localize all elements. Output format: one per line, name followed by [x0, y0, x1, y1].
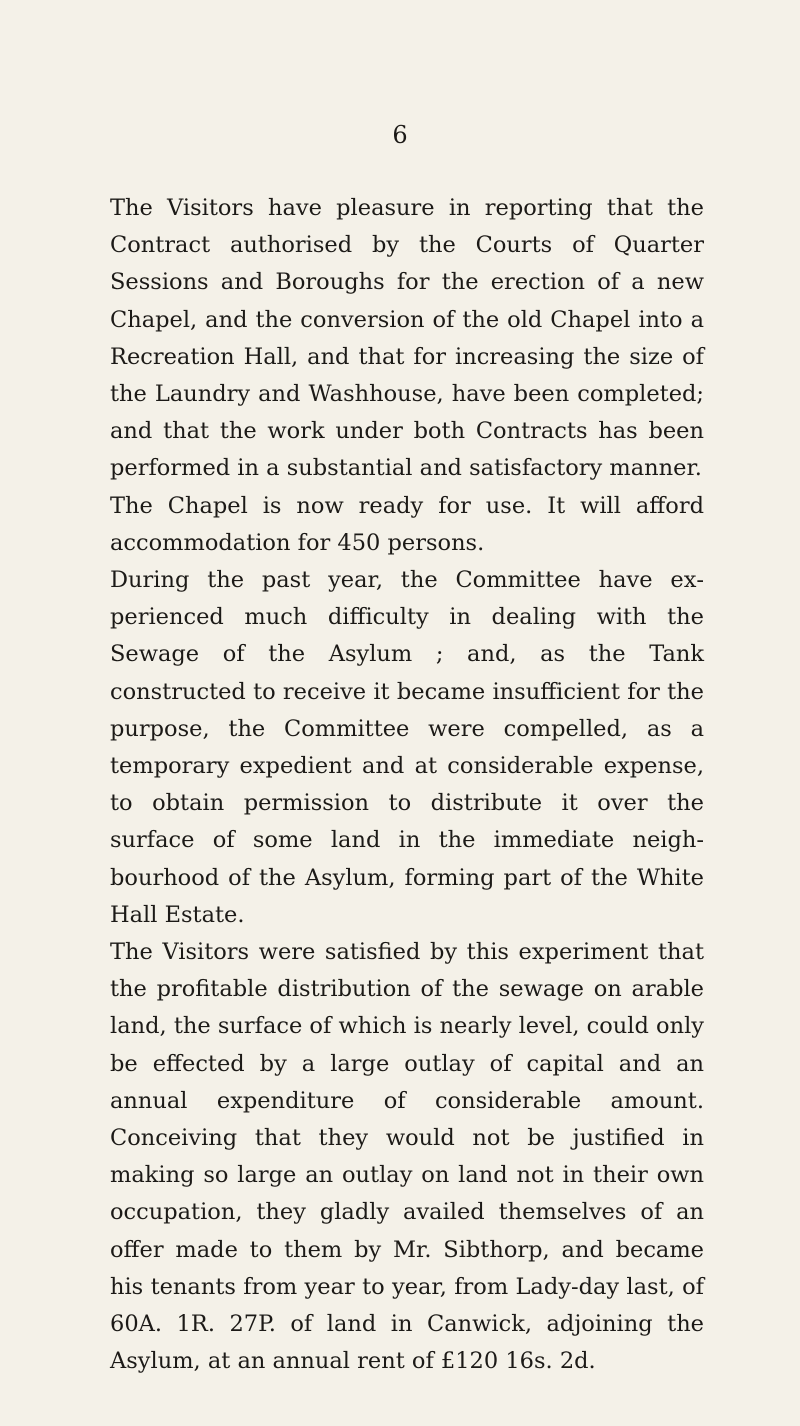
paragraph-land-tenancy: The Visitors were satisfied by this experiment that the profitable distribution of the sewage on arable land, the surface of which is nearly level, could only be effected by a large outlay of capital and an annual expenditure of considerable amount. Conceiving that they would not be justified in making so large an outlay on land not in their own occupation, they gladly availed themselves of an offer made to them by Mr. Sibthorp, and became his tenants from year to year, from Lady-day last, of 60A. 1R. 27P. of land in Canwick, adjoining the Asylum, at an annual rent of £120 16s. 2d.	[110, 939, 704, 1375]
page-number: 6	[392, 121, 408, 149]
paragraph-chapel-contract: The Visitors have pleasure in reporting that the Contract authorised by the Courts of Quarter Sessions and Boroughs for the erection of a new Chapel, and the conversion of the old Chapel into a Recreation Hall, and that for increasing the size of the Laundry and Washhouse, have been completed; and that the work under both Contracts has been performed in a substantial and satisfactory manner.	[110, 195, 704, 482]
body-text	[110, 190, 704, 1381]
paragraph-sewage: During the past year, the Committee have experienced much difficulty in dealing with the Sewage of the Asylum ; and, as the Tank constructed to receive it became insufficient for the purpose, the Committee were compelled, as a temporary expedient and at considerable expense, to obtain permission to distribute it over the surface of some land in the immediate neighbourhood of the Asylum, forming part of the White Hall Estate.	[110, 567, 704, 928]
paragraph-chapel-ready: The Chapel is now ready for use. It will afford accommodation for 450 persons.	[110, 492, 704, 556]
